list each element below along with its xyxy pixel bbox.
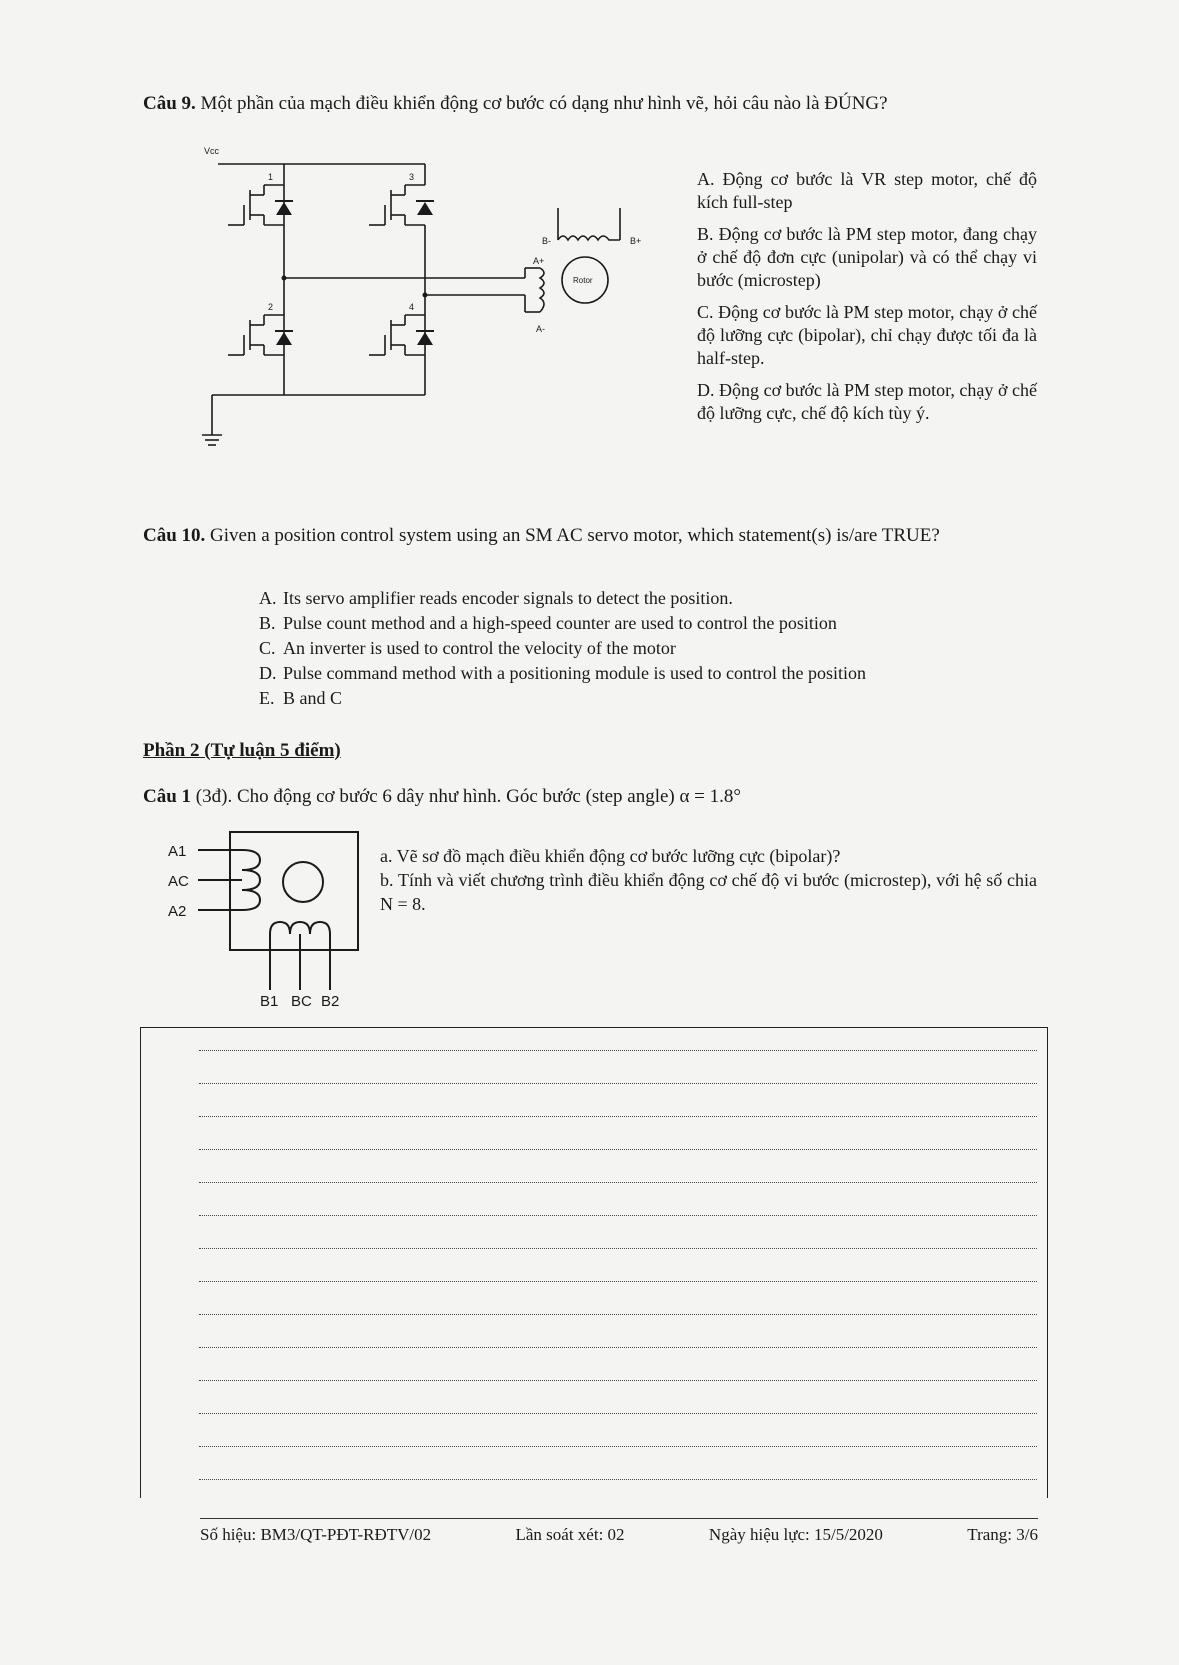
answer-line[interactable]: [199, 1215, 1037, 1216]
answer-line[interactable]: [199, 1050, 1037, 1051]
document-code: Số hiệu: BM3/QT-PĐT-RĐTV/02: [200, 1525, 432, 1544]
essay-1-subquestions: [380, 844, 1037, 916]
part-2-heading: Phần 2 (Tự luận 5 điểm): [143, 740, 341, 761]
q10-option-d[interactable]: D. Pulse command method with a positioning module is used to control the position: [259, 663, 866, 683]
answer-line[interactable]: [199, 1446, 1037, 1447]
answer-box[interactable]: [140, 1027, 1048, 1498]
q10-option-c[interactable]: C. An inverter is used to control the velocity of the motor: [259, 638, 676, 658]
answer-line[interactable]: [199, 1380, 1037, 1381]
t4-label: 4: [409, 302, 415, 312]
q10-option-e[interactable]: E. B and C: [259, 688, 343, 708]
essay-1-title: Câu 1 (3đ). Cho động cơ bước 6 dây như hình. Góc bước (step angle) α = 1.8°: [143, 786, 741, 807]
answer-line[interactable]: [199, 1281, 1037, 1282]
page-number: Trang: 3/6: [967, 1525, 1038, 1544]
question-10-title: Câu 10. Given a position control system using an SM AC servo motor, which statement(s) is/are TRUE?: [143, 525, 940, 546]
effective-date: Ngày hiệu lực: 15/5/2020: [708, 1525, 883, 1544]
answer-line[interactable]: [199, 1083, 1037, 1084]
ac-label: AC: [168, 873, 189, 890]
bc-label: BC: [291, 993, 312, 1010]
a2-label: A2: [168, 903, 187, 920]
answer-line[interactable]: [199, 1413, 1037, 1414]
q9-option-a[interactable]: A. Động cơ bước là VR step motor, chế độ kích full-step: [697, 169, 1037, 212]
six-wire-stepper-diagram: [160, 830, 370, 1010]
question-10-options: [259, 586, 866, 711]
t1-label: 1: [268, 172, 274, 182]
t2-label: 2: [268, 302, 274, 312]
h-bridge-circuit-diagram: [200, 140, 670, 485]
essay-1-part-a: a. Vẽ sơ đồ mạch điều khiển động cơ bước lưỡng cực (bipolar)?: [380, 846, 841, 866]
vcc-label: Vcc: [204, 146, 220, 156]
q10-option-a[interactable]: A. Its servo amplifier reads encoder signals to detect the position.: [259, 588, 733, 608]
a1-label: A1: [168, 843, 187, 860]
t3-label: 3: [409, 172, 415, 182]
revision-number: Lần soát xét: 02: [515, 1525, 625, 1544]
page-footer: [200, 1518, 1038, 1545]
question-9-title: Câu 9. Một phần của mạch điều khiển động cơ bước có dạng như hình vẽ, hỏi câu nào là ĐÚNG?: [143, 93, 888, 114]
essay-1-part-b: b. Tính và viết chương trình điều khiển động cơ chế độ vi bước (microstep), với hệ số chia N = 8.: [380, 870, 1037, 914]
q9-option-d[interactable]: D. Động cơ bước là PM step motor, chạy ở chế độ lưỡng cực, chế độ kích tùy ý.: [697, 380, 1037, 423]
answer-line[interactable]: [199, 1479, 1037, 1480]
answer-line[interactable]: [199, 1149, 1037, 1150]
b2-label: B2: [321, 993, 340, 1010]
b-minus-label: B-: [542, 236, 551, 246]
rotor-label: Rotor: [573, 276, 593, 285]
b-plus-label: B+: [630, 236, 642, 246]
answer-line[interactable]: [199, 1347, 1037, 1348]
a-minus-label: A-: [536, 324, 545, 334]
answer-line[interactable]: [199, 1314, 1037, 1315]
answer-line[interactable]: [199, 1182, 1037, 1183]
answer-line[interactable]: [199, 1248, 1037, 1249]
answer-line[interactable]: [199, 1116, 1037, 1117]
q9-option-b[interactable]: B. Động cơ bước là PM step motor, đang chạy ở chế độ đơn cực (unipolar) và có thể chạy vi bước (microstep): [697, 224, 1037, 290]
q10-option-b[interactable]: B. Pulse count method and a high-speed counter are used to control the position: [259, 613, 837, 633]
b1-label: B1: [260, 993, 279, 1010]
a-plus-label: A+: [533, 256, 545, 266]
q9-option-c[interactable]: C. Động cơ bước là PM step motor, chạy ở chế độ lưỡng cực (bipolar), chỉ chạy được tối đa là half-step.: [697, 302, 1037, 368]
question-9-options: [697, 168, 1037, 434]
